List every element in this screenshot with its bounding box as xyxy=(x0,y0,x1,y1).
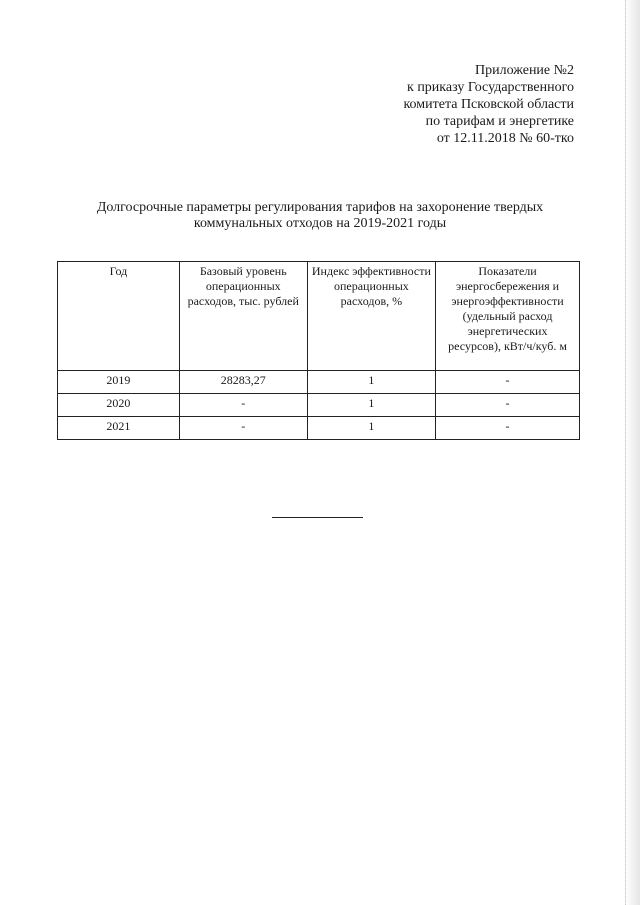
title-line-1: Долгосрочные параметры регулирования тарифов на захоронение твердых xyxy=(96,200,544,215)
table-row xyxy=(58,371,580,394)
cell-efficiency-index: 1 xyxy=(307,417,435,440)
header-year: Год xyxy=(58,262,180,371)
table-header-row xyxy=(58,262,580,371)
appendix-line: от 12.11.2018 № 60-тко xyxy=(436,131,574,146)
table-row xyxy=(58,417,580,440)
cell-base-level: - xyxy=(179,417,307,440)
header-efficiency-index: Индекс эффективности операционных расходов, % xyxy=(307,262,435,371)
appendix-line: комитета Псковской области xyxy=(403,97,574,112)
appendix-block xyxy=(403,62,574,147)
cell-base-level: - xyxy=(179,394,307,417)
cell-year: 2021 xyxy=(58,417,180,440)
cell-year: 2020 xyxy=(58,394,180,417)
scan-edge xyxy=(625,0,640,905)
closing-divider xyxy=(272,517,363,518)
appendix-line: по тарифам и энергетике xyxy=(425,114,574,129)
cell-base-level: 28283,27 xyxy=(179,371,307,394)
document-title xyxy=(60,200,580,232)
appendix-line: Приложение №2 xyxy=(475,63,574,78)
title-line-2: коммунальных отходов на 2019-2021 годы xyxy=(193,216,447,231)
cell-energy-indicator: - xyxy=(436,417,580,440)
parameters-table xyxy=(57,261,580,440)
header-energy-indicators: Показатели энергосбережения и энергоэффективности (удельный расход энергетических ресурсов), кВт/ч/куб. м xyxy=(436,262,580,371)
cell-efficiency-index: 1 xyxy=(307,371,435,394)
table-row xyxy=(58,394,580,417)
cell-year: 2019 xyxy=(58,371,180,394)
appendix-line: к приказу Государственного xyxy=(407,80,574,95)
header-base-level: Базовый уровень операционных расходов, тыс. рублей xyxy=(179,262,307,371)
cell-energy-indicator: - xyxy=(436,371,580,394)
cell-efficiency-index: 1 xyxy=(307,394,435,417)
cell-energy-indicator: - xyxy=(436,394,580,417)
